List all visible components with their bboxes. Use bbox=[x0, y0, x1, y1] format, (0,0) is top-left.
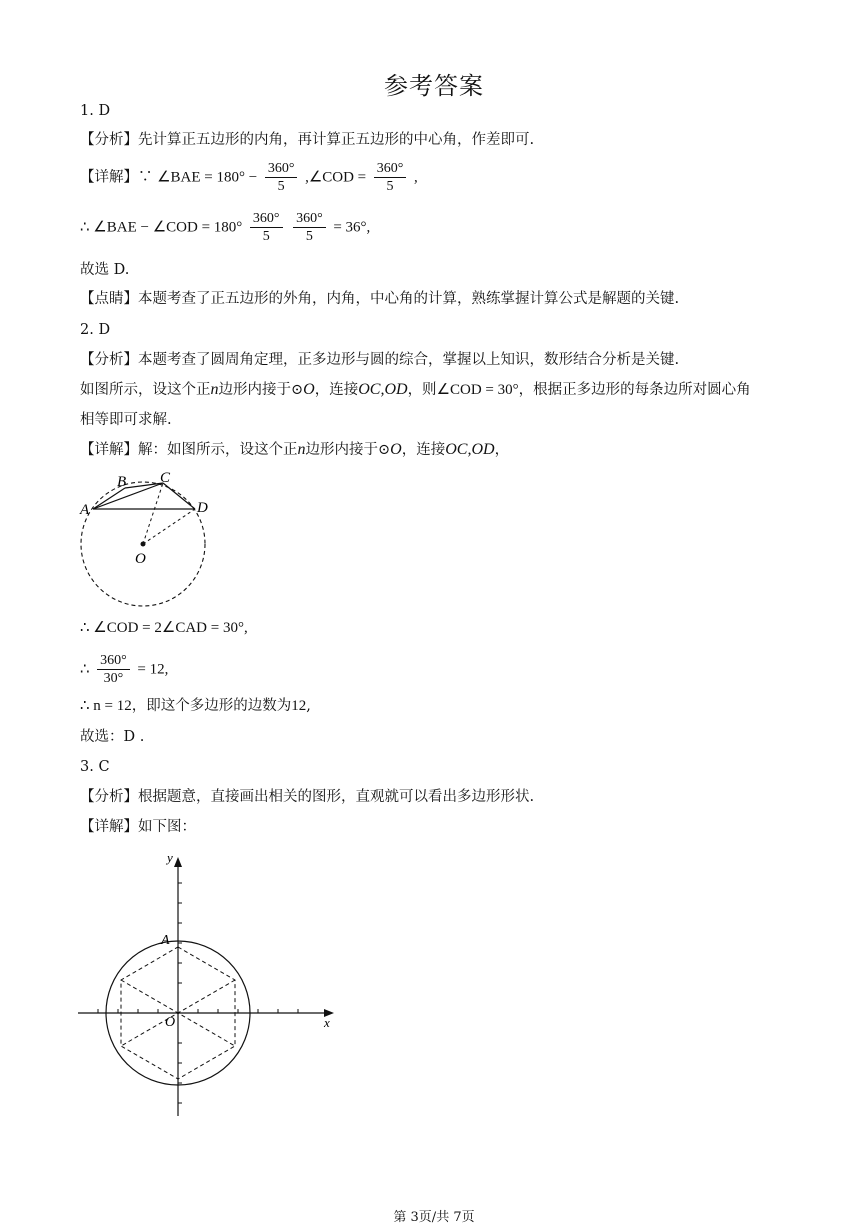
q2-detail bbox=[80, 439, 509, 461]
q1-therefore-end: = 36°, bbox=[333, 219, 371, 236]
q2-detail-ocod: OC,OD bbox=[445, 441, 495, 458]
q2-explain-O: O bbox=[303, 381, 315, 398]
q2-step-1-expr: ∴ ∠COD = 2∠CAD = 30°, bbox=[80, 620, 248, 636]
q2-explain-1b: 边形内接于⊙ bbox=[218, 382, 304, 398]
q1-fraction-2-den: 5 bbox=[386, 179, 394, 194]
q2-radius-OC bbox=[143, 483, 163, 544]
q2-chord-CD bbox=[163, 483, 195, 509]
q1-fraction-1-num: 360° bbox=[265, 160, 298, 178]
q1-therefore-expr: ∴ ∠BAE − ∠COD = 180° bbox=[80, 219, 243, 236]
q2-explain-1e: ，根据正多边形的每条边所对圆心角 bbox=[518, 382, 751, 398]
q2-label-B: B bbox=[117, 474, 127, 490]
q2-explain-1d: ，则 bbox=[407, 382, 437, 398]
q2-radius-OD bbox=[143, 509, 195, 544]
q2-choice: 故选：D . bbox=[80, 729, 145, 745]
q2-detail-n: n bbox=[297, 441, 306, 458]
q2-explain-line-1 bbox=[80, 379, 751, 401]
q1-therefore bbox=[80, 210, 370, 245]
q2-answer: 2. D bbox=[80, 322, 111, 338]
q2-explain-n: n bbox=[210, 381, 219, 398]
q1-choice: 故选 D. bbox=[80, 262, 130, 278]
page-footer: 第 3页/共 7页 bbox=[393, 1210, 475, 1225]
q3-label-y: y bbox=[167, 850, 173, 865]
q1-detail bbox=[80, 160, 418, 195]
q2-step-3-value: 12 bbox=[291, 698, 307, 714]
q3-label-A: A bbox=[161, 933, 170, 948]
q1-fraction-1 bbox=[265, 160, 298, 195]
q3-coordinate-figure bbox=[76, 848, 340, 1120]
q2-explain-line-2: 相等即可求解. bbox=[80, 412, 172, 428]
q1-fraction-1-den: 5 bbox=[277, 179, 285, 194]
q3-label-O: O bbox=[165, 1015, 176, 1030]
q2-label-O: O bbox=[135, 551, 146, 567]
q1-fraction-3-den: 5 bbox=[262, 229, 270, 244]
q2-center-point bbox=[141, 542, 146, 547]
q2-explain-1c: ，连接 bbox=[314, 382, 359, 398]
q1-fraction-3 bbox=[250, 210, 283, 245]
q1-fraction-3-num: 360° bbox=[250, 210, 283, 228]
q2-step-2-post: = 12, bbox=[137, 661, 169, 678]
q2-detail-end: ， bbox=[494, 442, 510, 458]
q2-step-2-pre: ∴ bbox=[80, 661, 90, 678]
q2-explain-angle: ∠COD = 30° bbox=[436, 382, 519, 398]
q2-chord-AC bbox=[93, 483, 163, 509]
q3-answer: 3. C bbox=[80, 759, 110, 775]
q2-explain-ocod: OC,OD bbox=[358, 381, 408, 398]
q2-label-C: C bbox=[160, 470, 171, 486]
q2-step-3 bbox=[80, 695, 311, 717]
q3-label-x: x bbox=[324, 1015, 330, 1030]
q3-y-axis-arrow bbox=[174, 857, 182, 867]
q3-analysis: 【分析】根据题意，直接画出相关的图形，直观就可以看出多边形形状. bbox=[80, 789, 535, 805]
q2-step-2 bbox=[80, 652, 168, 687]
q3-detail: 【详解】如下图： bbox=[80, 819, 196, 835]
q2-label-A: A bbox=[80, 502, 90, 518]
q1-fraction-4-den: 5 bbox=[305, 229, 313, 244]
q2-detail-c: ，连接 bbox=[401, 442, 446, 458]
q2-step-2-fraction bbox=[97, 652, 130, 687]
q1-answer: 1. D bbox=[80, 103, 111, 119]
q2-explain-1a: 如图所示，设这个正 bbox=[80, 382, 211, 398]
q1-detail-label: 【详解】∵ bbox=[80, 169, 153, 186]
q1-fraction-4 bbox=[293, 210, 326, 245]
q1-comment: 【点睛】本题考查了正五边形的外角，内角，中心角的计算，熟练掌握计算公式是解题的关键. bbox=[80, 291, 680, 307]
q2-detail-O: O bbox=[390, 441, 402, 458]
q1-detail-expr-b: ,∠COD = bbox=[305, 169, 367, 186]
q2-analysis: 【分析】本题考查了圆周角定理，正多边形与圆的综合，掌握以上知识，数形结合分析是关键. bbox=[80, 352, 680, 368]
q3-y-ticks bbox=[178, 883, 182, 1103]
q2-circle-figure bbox=[74, 466, 219, 611]
q1-detail-end: , bbox=[413, 169, 418, 186]
page-title: 参考答案 bbox=[384, 72, 484, 100]
q2-detail-a: 【详解】解：如图所示，设这个正 bbox=[80, 442, 298, 458]
q2-step-3-text: ，即这个多边形的边数为 bbox=[131, 698, 292, 714]
q2-step-1 bbox=[80, 617, 248, 639]
q1-fraction-2 bbox=[374, 160, 407, 195]
q1-detail-expr-a: ∠BAE = 180° − bbox=[157, 169, 258, 186]
q1-analysis: 【分析】先计算正五边形的内角，再计算正五边形的中心角，作差即可. bbox=[80, 132, 535, 148]
q2-step-3-expr: ∴ n = 12 bbox=[80, 698, 132, 714]
q2-step-3-end: , bbox=[306, 698, 311, 714]
q2-detail-b: 边形内接于⊙ bbox=[305, 442, 391, 458]
q2-label-D: D bbox=[197, 500, 208, 516]
q2-step-2-num: 360° bbox=[97, 652, 130, 670]
q1-fraction-4-num: 360° bbox=[293, 210, 326, 228]
q1-fraction-2-num: 360° bbox=[374, 160, 407, 178]
q2-step-2-den: 30° bbox=[103, 671, 124, 686]
